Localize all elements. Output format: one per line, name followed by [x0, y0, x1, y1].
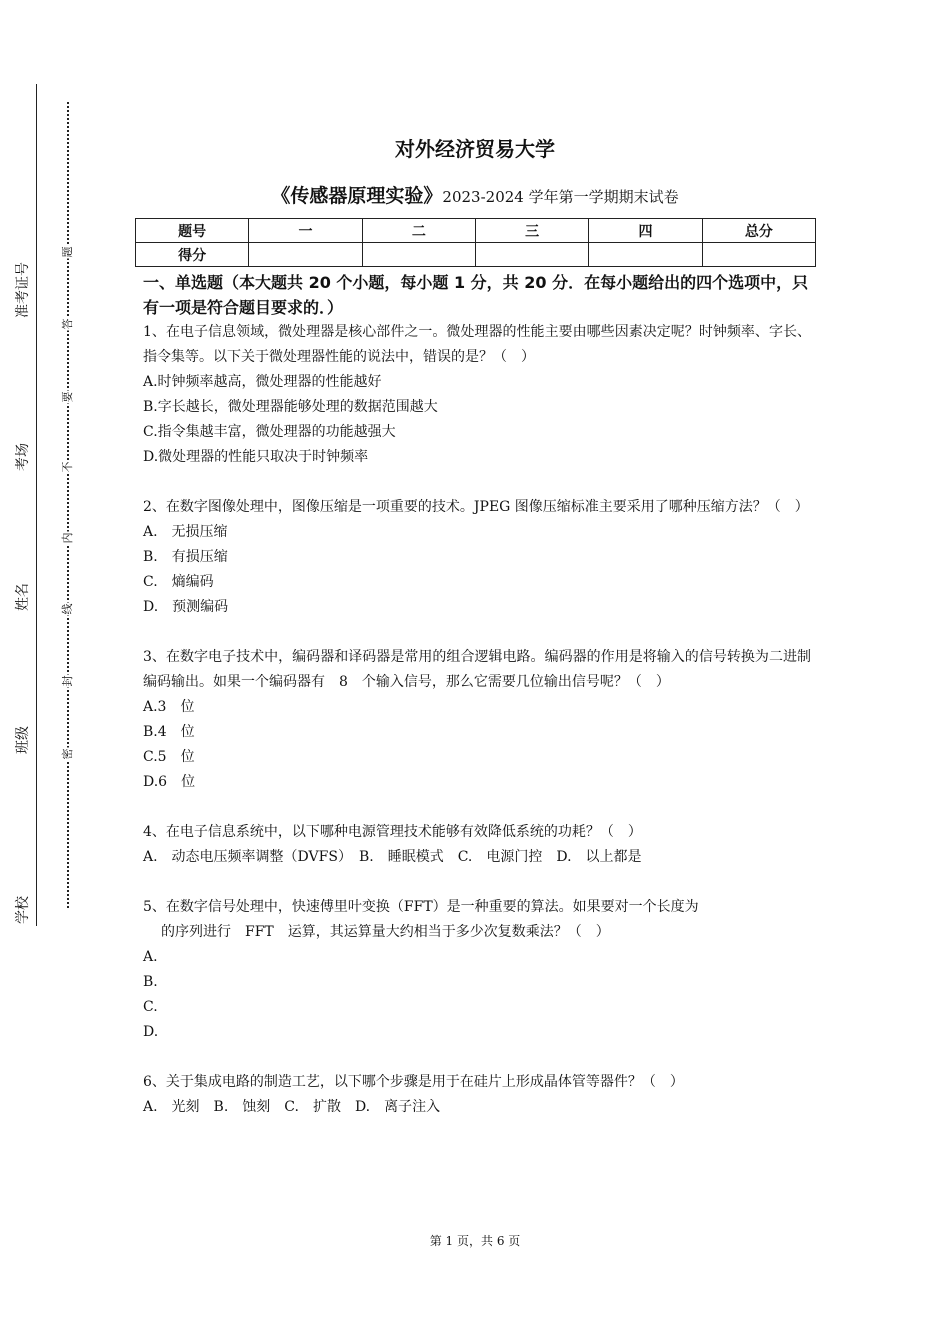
- binding-hint-char: 答: [61, 318, 74, 330]
- page-footer: 第 1 页，共 6 页: [429, 1234, 521, 1248]
- question-4: [143, 820, 811, 870]
- option-a: A. 无损压缩: [143, 524, 228, 540]
- option-c: C.指令集越丰富，微处理器的功能越强大: [143, 424, 396, 440]
- binding-hint-char: 要: [61, 391, 74, 403]
- exam-room-label: 考场: [10, 442, 34, 472]
- score-table-cell: 四: [589, 219, 702, 243]
- question-stem: 3、在数字电子技术中，编码器和译码器是常用的组合逻辑电路。编码器的作用是将输入的信号转换为二进制编码输出。如果一个编码器有 8 个输入信号，那么它需要几位输出信号呢？（ ）: [143, 649, 811, 690]
- name-label: 姓名: [10, 582, 34, 612]
- option-c: C.: [143, 999, 158, 1015]
- question-stem: 5、在数字信号处理中，快速傅里叶变换（FFT）是一种重要的算法。如果要对一个长度为: [143, 899, 699, 915]
- score-blank: [589, 243, 702, 267]
- score-table-score-row: [136, 243, 816, 267]
- question-5: [143, 895, 811, 1045]
- option-d: D.微处理器的性能只取决于时钟频率: [143, 449, 369, 465]
- option-d: D.6 位: [143, 774, 196, 790]
- score-blank: [702, 243, 815, 267]
- question-stem: 1、在电子信息领域，微处理器是核心部件之一。微处理器的性能主要由哪些因素决定呢？时钟频率、字长、指令集等。以下关于微处理器性能的说法中，错误的是？（ ）: [143, 324, 811, 365]
- binding-hint-char: 内: [61, 532, 74, 544]
- question-stem-continued: 的序列进行 FFT 运算，其运算量大约相当于多少次复数乘法？（ ）: [161, 924, 610, 940]
- question-list: [143, 270, 811, 1120]
- option-c: C. 熵编码: [143, 574, 214, 590]
- question-stem: 6、关于集成电路的制造工艺，以下哪个步骤是用于在硅片上形成晶体管等器件？（ ）: [143, 1074, 684, 1090]
- score-row-label: 得分: [136, 243, 249, 267]
- option-d: D. 预测编码: [143, 599, 229, 615]
- school-label: 学校: [10, 895, 34, 925]
- question-3: [143, 645, 811, 795]
- binding-hint-char: 题: [61, 246, 74, 258]
- score-table-cell: 一: [249, 219, 362, 243]
- option-b: B.4 位: [143, 724, 195, 740]
- inline-options: A. 动态电压频率调整（DVFS） B. 睡眠模式 C. 电源门控 D. 以上都是: [143, 849, 642, 865]
- question-stem: 2、在数字图像处理中，图像压缩是一项重要的技术。JPEG 图像压缩标准主要采用了哪种压缩方法？（ ）: [143, 499, 809, 515]
- class-label: 班级: [10, 725, 34, 755]
- score-table-cell: 二: [362, 219, 475, 243]
- option-d: D.: [143, 1024, 159, 1040]
- course-name: 《传感器原理实验》: [271, 185, 443, 207]
- option-a: A.: [143, 949, 158, 965]
- option-b: B. 有损压缩: [143, 549, 228, 565]
- binding-dotted-line: [67, 102, 69, 908]
- option-a: A.时钟频率越高，微处理器的性能越好: [143, 374, 382, 390]
- university-title: 对外经济贸易大学: [395, 137, 555, 161]
- score-table: [135, 218, 816, 267]
- score-blank: [362, 243, 475, 267]
- option-b: B.字长越长，微处理器能够处理的数据范围越大: [143, 399, 438, 415]
- option-b: B.: [143, 974, 158, 990]
- score-blank: [475, 243, 588, 267]
- option-c: C.5 位: [143, 749, 195, 765]
- binding-hint-char: 线: [61, 603, 74, 615]
- binding-hint-char: 封: [61, 675, 74, 687]
- question-1: [143, 320, 811, 470]
- question-stem: 4、在电子信息系统中，以下哪种电源管理技术能够有效降低系统的功耗？（ ）: [143, 824, 642, 840]
- question-2: [143, 495, 811, 620]
- binding-solid-line: [36, 84, 37, 926]
- score-table-cell: 题号: [136, 219, 249, 243]
- binding-hint-char: 密: [61, 748, 74, 760]
- binding-hint-char: 不: [61, 461, 74, 473]
- score-table-cell: 三: [475, 219, 588, 243]
- section-title: 一、单选题（本大题共 20 个小题，每小题 1 分，共 20 分．在每小题给出的四个选项中，只有一项是符合题目要求的．）: [143, 273, 809, 317]
- exam-title: [0, 181, 950, 208]
- term-label: 2023-2024 学年第一学期期末试卷: [442, 188, 679, 206]
- inline-options: A. 光刻 B. 蚀刻 C. 扩散 D. 离子注入: [143, 1099, 441, 1115]
- score-blank: [249, 243, 362, 267]
- score-table-cell: 总分: [702, 219, 815, 243]
- score-table-header-row: [136, 219, 816, 243]
- exam-number-label: 准考证号: [10, 261, 34, 319]
- question-6: [143, 1070, 811, 1120]
- option-a: A.3 位: [143, 699, 195, 715]
